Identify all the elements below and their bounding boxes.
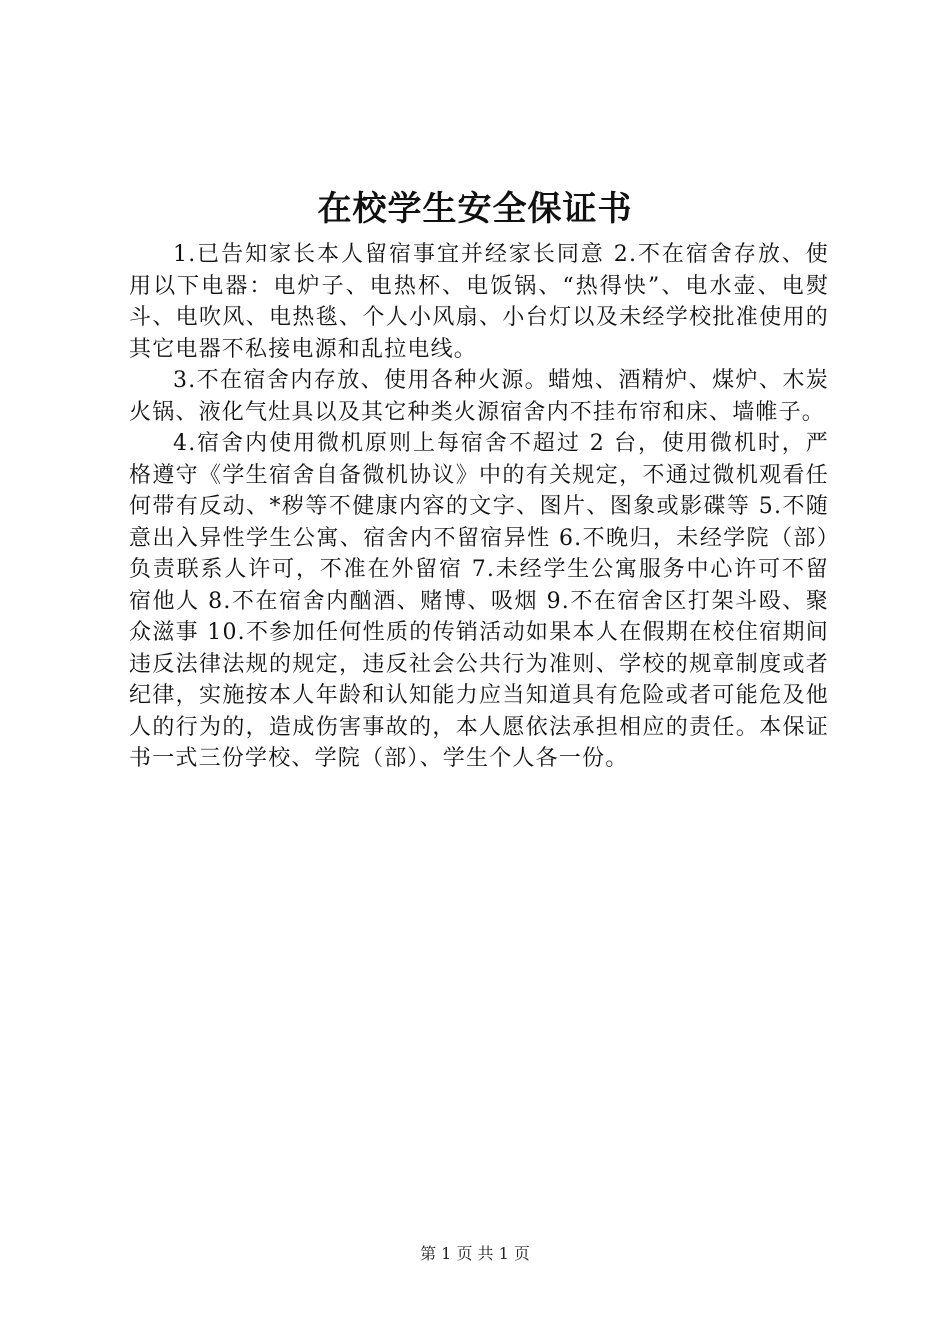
page-footer: 第 1 页 共 1 页	[420, 1244, 530, 1263]
document-body	[129, 239, 829, 775]
document-title: 在校学生安全保证书	[317, 189, 633, 229]
paragraph-3: 4.宿舍内使用微机原则上每宿舍不超过 2 台，使用微机时，严格遵守《学生宿舍自备微机协议》中的有关规定，不通过微机观看任何带有反动、*秽等不健康内容的文字、图片、图象或影碟等 5.不随意出入异性学生公寓、宿舍内不留宿异性 6.不晚归，未经学院（部）负责联系人许可，不准在外留宿 7.未经学生公寓服务中心许可不留宿他人 8.不在宿舍内酗酒、赌博、吸烟 9.不在宿舍区打架斗殴、聚众滋事 10.不参加任何性质的传销活动如果本人在假期在校住宿期间违反法律法规的规定，违反社会公共行为准则、学校的规章制度或者纪律，实施按本人年龄和认知能力应当知道具有危险或者可能危及他人的行为的，造成伤害事故的，本人愿依法承担相应的责任。本保证书一式三份学校、学院（部）、学生个人各一份。	[129, 431, 829, 771]
paragraph-1: 1.已告知家长本人留宿事宜并经家长同意 2.不在宿舍存放、使用以下电器：电炉子、电热杯、电饭锅、“热得快”、电水壶、电熨斗、电吹风、电热毯、个人小风扇、小台灯以及未经学校批准使用的其它电器不私接电源和乱拉电线。	[129, 242, 829, 362]
paragraph-2: 3.不在宿舍内存放、使用各种火源。蜡烛、酒精炉、煤炉、木炭火锅、液化气灶具以及其它种类火源宿舍内不挂布帘和床、墙帷子。	[129, 368, 829, 425]
